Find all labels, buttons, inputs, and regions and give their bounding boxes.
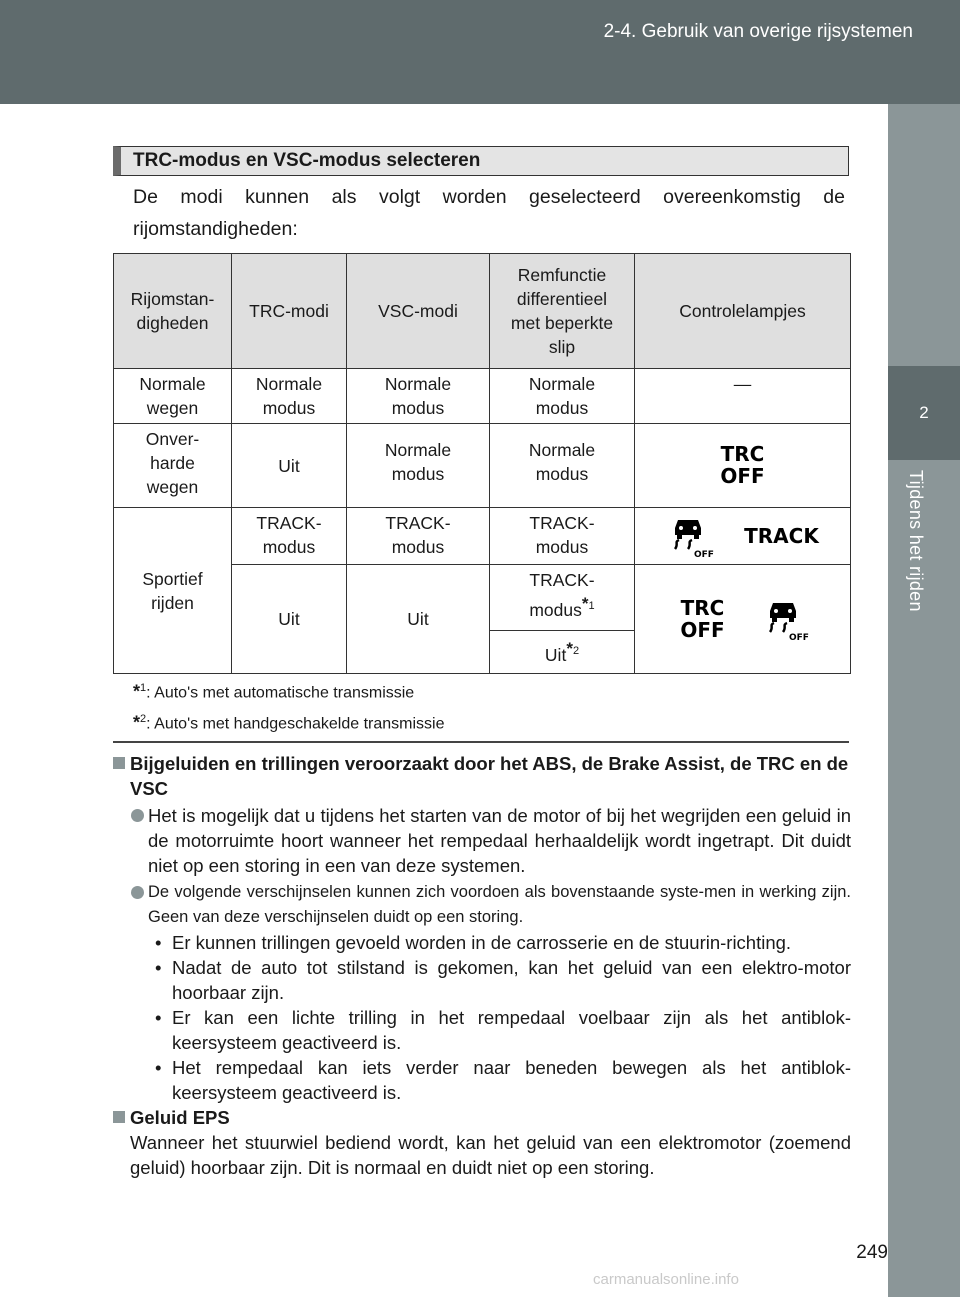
header-title: 2-4. Gebruik van overige rijsystemen — [603, 21, 913, 42]
footnote-2-ref: 2 — [572, 645, 580, 658]
cell-lamp — [635, 508, 851, 565]
header-trc: TRC-modi — [232, 254, 347, 369]
cell-lamp — [635, 565, 851, 674]
footnote-1: *$^1$: Auto's met automatische transmissie — [133, 681, 415, 702]
header-lamps: Controlelampjes — [635, 254, 851, 369]
cell-vsc: TRACK- modus — [347, 508, 490, 565]
cell-lsd-manual: Uit$^{*2}$ — [490, 631, 635, 674]
table-row — [114, 369, 851, 424]
dash-item: • Er kunnen trillingen gevoeld worden in de carrosserie en de stuurin-richting. — [155, 932, 792, 953]
divider — [113, 741, 849, 743]
square-bullet-icon — [113, 757, 125, 769]
side-tab-label: Tijdens het rijden — [906, 470, 926, 612]
table-row — [114, 424, 851, 508]
side-tab-top — [888, 104, 960, 366]
cell-trc: Normale modus — [232, 369, 347, 424]
footnote-1-ref: 1 — [588, 600, 595, 612]
cell-lsd: TRACK- modus — [490, 508, 635, 565]
cell-vsc: Normale modus — [347, 369, 490, 424]
cell-lamp: — — [635, 369, 851, 424]
footnote-2: *$^2$: Auto's met handgeschakelde transmissie — [133, 712, 445, 733]
cell-lsd: Normale modus — [490, 369, 635, 424]
trc-off-line1: TRC — [720, 441, 765, 466]
subheading-eps: Geluid EPS — [113, 1105, 851, 1130]
table-row — [114, 508, 851, 565]
dash-item: • Het rempedaal kan iets verder naar beneden bewegen als het antiblok-keersysteem geactiveerd is. — [155, 1057, 851, 1103]
cell-condition: Normale wegen — [114, 369, 232, 424]
page-header — [0, 0, 960, 104]
dash-item: • Er kan een lichte trilling in het rempedaal voelbaar zijn als het antiblok-keersysteem geactiveerd is. — [155, 1007, 851, 1053]
header-lsd: Remfunctie differentieel met beperkte slip — [490, 254, 635, 369]
cell-vsc: Uit — [347, 565, 490, 674]
trc-off-icon — [680, 597, 724, 641]
vsc-off-icon — [666, 514, 715, 560]
cell-trc: Uit — [232, 424, 347, 508]
svg-text:OFF: OFF — [788, 633, 809, 643]
vsc-off-icon — [761, 597, 809, 643]
watermark: carmanualsonline.info — [593, 1271, 739, 1288]
cell-lsd-auto: TRACK- modus$^{*1}$ — [490, 565, 635, 631]
trc-off-icon — [720, 443, 764, 487]
footnotes — [133, 675, 444, 738]
section-title-box — [113, 146, 849, 176]
table-header-row — [114, 254, 851, 369]
side-tab-chapter: 2 — [888, 366, 960, 460]
cell-lamp — [635, 424, 851, 508]
track-icon: TRACK — [744, 524, 819, 548]
page-number: 249 — [856, 1242, 888, 1263]
cell-vsc: Normale modus — [347, 424, 490, 508]
lsd-off-label: Uit — [544, 644, 567, 665]
svg-text:OFF: OFF — [694, 550, 715, 560]
cell-trc: Uit — [232, 565, 347, 674]
body-text — [113, 751, 851, 1180]
lsd-track-label: TRACK- modus — [529, 570, 595, 620]
cell-trc: TRACK- modus — [232, 508, 347, 565]
trc-off-line2: OFF — [680, 618, 725, 642]
dash-item: • Nadat de auto tot stilstand is gekomen, kan het geluid van een elektro-motor hoorbaar zijn. — [155, 957, 851, 1003]
section-title: TRC-modus en VSC-modus selecteren — [133, 150, 481, 171]
cell-condition: Onver- harde wegen — [114, 424, 232, 508]
square-bullet-icon — [113, 1111, 125, 1123]
cell-lsd: Normale modus — [490, 424, 635, 508]
eps-paragraph: Wanneer het stuurwiel bediend wordt, kan het geluid van een elektromotor (zoemend geluid) hoorbaar zijn. Dit is normaal en duidt niet op een storing. — [130, 1132, 851, 1178]
cell-condition: Sportief rijden — [114, 508, 232, 674]
bullet-item: Het is mogelijk dat u tijdens het starten van de motor of bij het wegrijden een geluid in de motorruimte hoort wanneer het rempedaal herhaaldelijk wordt ingetrapt. Dit duidt niet op een storing in een van deze systemen. — [113, 803, 851, 878]
section-intro: De modi kunnen als volgt worden geselecteerd overeenkomstig de rijomstandigheden: — [133, 186, 845, 240]
bullet-item: De volgende verschijnselen kunnen zich voordoen als bovenstaande syste-men in werking zijn. Geen van deze verschijnselen duidt op een storing. — [113, 880, 851, 930]
circle-bullet-icon — [131, 809, 144, 822]
circle-bullet-icon — [131, 886, 144, 899]
modes-table — [113, 253, 851, 674]
trc-off-line2: OFF — [720, 463, 765, 488]
header-condition: Rijomstan- digheden — [114, 254, 232, 369]
trc-off-line1: TRC — [680, 596, 725, 620]
header-vsc: VSC-modi — [347, 254, 490, 369]
subheading-noise: Bijgeluiden en trillingen veroorzaakt door het ABS, de Brake Assist, de TRC en de VSC — [113, 751, 851, 801]
